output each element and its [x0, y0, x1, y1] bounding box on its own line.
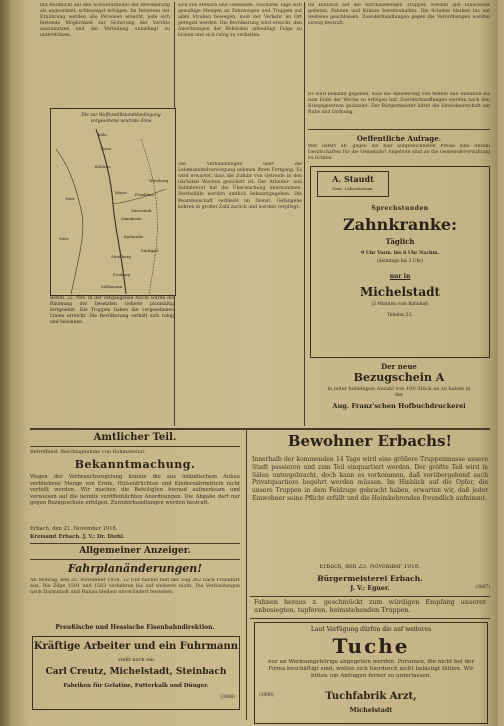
map-rhine-river	[96, 129, 126, 294]
map-neutral-zone	[50, 108, 176, 296]
bezugschein-lead: Der neue	[381, 362, 417, 371]
map-city-12: Trier	[65, 196, 75, 201]
col3-rule	[308, 129, 490, 130]
map-city-7: Straßburg	[111, 254, 131, 259]
map-city-9: Mülhausen	[101, 284, 123, 289]
oeffentliche-aufrage-text: Wer liefert ab, gegen die hier aufgezeichneten Preise eine Anzahl Gerätschaften für die Gemeinde? Angebote sind an die Gemeindeverwaltung zu richten.	[308, 144, 490, 162]
staudt-nameplate	[317, 171, 389, 197]
fahrplan-title: Fahrplanänderungen!	[67, 562, 203, 575]
tuche-number: (3090)	[259, 693, 274, 698]
tuche-firm: Tuchfabrik Arzt,	[325, 691, 417, 702]
mid-article-col2: Die Verhandlungen über die Lebensmittelversorgung nehmen ihren Fortgang. Es wird erwartet, dass die Zufuhr von Getreide in den nächsten Wochen gesichert ist. Der Arbeiter- und Soldatenrat hat die Überwachung übernommen. Sterbefälle werden amtlich bekanntgegeben. Die Beamtenschaft verbleibt im Dienst. Gefangene kehren in großer Zahl zurück und werden verpflegt.	[178, 162, 302, 210]
sunday-hours: (Sonntags bis 2 Uhr)	[376, 259, 424, 264]
column-rule-2	[304, 2, 305, 426]
top-article-col3: Im Hinblick auf die durchziehenden Truppen werden alle Einwohner gebeten, Fahnen und Kränze bereitzuhalten. Die Schulen bleiben bis auf weiteres geschlossen. Zuwiderhandlungen gegen die Verordnungen werden streng bestraft.	[308, 3, 490, 27]
anz-rule	[30, 543, 240, 544]
map-city-10: Stuttgart	[141, 248, 159, 253]
bekanntmachung-title: Bekanntmachung.	[74, 458, 196, 471]
bewohner-date: Erbach, den 25. November 1918.	[319, 564, 421, 570]
map-city-4: Mainz	[115, 190, 127, 195]
arbeiter-desc: Fabriken für Gelatine, Futterkalk und Dünger.	[63, 683, 209, 689]
bezugschein-text: in jeder beliebigen Anzahl von 100 Stück an zu haben in der	[327, 386, 471, 399]
bewohner-office: Bürgermeisterei Erbach.	[317, 574, 423, 583]
mid-article-col3: Es wird bekannt gegeben, dass die Ablieferung von Waffen und Munition bis zum Ende der Woche zu erfolgen hat. Zuwiderhandlungen werden nach den Kriegsgesetzen geahndet. Der Bürgermeister bittet die Einwohnerschaft um Ruhe und Ordnung.	[308, 92, 490, 116]
fahnen-text: Fahnen heraus z. geschmückt zum würdigen Empfang unserer unbesiegten, tapferen, heimstehenden Truppen.	[254, 599, 486, 614]
map-caption: Berlin, 22. Nov. In der vergangenen Nacht wurde die Räumung der besetzten Gebiete planmäßig fortgesetzt. Die Truppen haben die vorgesehenen Linien erreicht. Die Bevölkerung verhält sich ruhig und besonnen.	[50, 296, 174, 325]
arbeiter-sub: stellt noch ein	[118, 657, 154, 663]
map-drawing	[51, 109, 175, 295]
anz-rule-2	[30, 559, 240, 560]
staudt-name: A. Staudt	[332, 174, 374, 184]
bezugschein-ad	[310, 360, 488, 424]
amtl-rule	[30, 446, 240, 447]
dentist-ad	[310, 166, 490, 358]
binding-edge	[0, 0, 10, 726]
top-article-col2: sich von Mensch und Gemeinde. Nachdem Tage sich gewaltige Mengen an Fahrzeugen und Truppen auf allen Straßen bewegen, muß der Verkehr im Ort geregelt werden. Die Bevölkerung wird ersucht, den Anordnungen der Behörden unbedingt Folge zu leisten und sich ruhig zu verhalten.	[178, 3, 302, 39]
tuche-title: Tuche	[332, 634, 410, 658]
map-city-1: Köln	[98, 132, 107, 137]
bekanntmachung-date: Erbach, den 21. November 1918.	[30, 526, 118, 532]
map-city-13: Metz	[59, 236, 69, 241]
fahrplan-text: Ab Montag, den 25. November 1918, 12 Uhr nachts fällt der Zug 362 nach Frankfurt aus. Die Züge 1501 und 1503 verkehren bis auf weiteres nicht. Die Verbindungen nach Darmstadt und Hanau bleiben unverändert bestehen.	[30, 578, 240, 595]
bewohner-text: Innerhalb der kommenden 14 Tage wird eine größere Truppenmasse unsere Stadt passieren und zum Teil einquartiert werden. Der größte Teil wird in Sälen untergebracht, doch kann es vorkommen, daß vorübergehend auch Privatquartiere begehrt werden müssen. Im Hinblick auf die Opfer, die unsere Truppen in dem Feldzuge gebracht haben, erwarten wir, daß jeder Einwohner seine Pflicht erfüllt und die Heimkehrenden freundlich aufnimmt.	[252, 456, 488, 502]
staudt-sub: Dent. Laboratorium.	[332, 186, 374, 191]
map-city-5: Mannheim	[121, 216, 142, 221]
bewohner-title: Bewohner Erbachs!	[287, 432, 453, 450]
arbeiter-ad	[32, 636, 240, 710]
bezugschein-firm: Aug. Franz'schen Hofbuchdruckerei	[332, 402, 466, 410]
oeffentliche-aufrage-title: Oeffentliche Aufrage.	[356, 134, 442, 143]
section-divider	[30, 428, 490, 430]
sprechstunden: Sprechstunden	[371, 205, 429, 212]
map-city-3: Koblenz	[95, 164, 111, 169]
fahnen-rule-top	[250, 596, 490, 597]
betreffend: Betreffend: Beschlagnahme von Rohmaterial.	[30, 449, 146, 455]
amtlicher-teil-title: Amtlicher Teil.	[93, 432, 177, 443]
map-city-11: Frankfurt	[135, 192, 154, 197]
taeglich: Täglich	[385, 237, 415, 246]
michelstadt-sub: (3 Minuten vom Bahnhof)	[371, 302, 429, 307]
tuche-ad	[254, 622, 488, 724]
anzeiger-title: Allgemeiner Anzeiger.	[79, 546, 191, 556]
arbeiter-title: Kräftige Arbeiter und ein Fuhrmann	[33, 641, 239, 652]
opening-hours: 9 Uhr Vorm. bis 6 Uhr Nachm.	[361, 251, 439, 256]
map-city-14: Darmstadt	[131, 208, 152, 213]
map-zone-line	[141, 139, 157, 294]
map-city-6: Karlsruhe	[124, 234, 144, 239]
bewohner-sign: J. V.: Egner.	[350, 585, 390, 592]
map-title: Die zur Waffenstillstandsbedingung vorgesehene neutrale Zone	[81, 113, 161, 124]
arbeiter-firm: Carl Creutz, Michelstadt, Steinbach	[45, 667, 227, 677]
zahnkranke-title: Zahnkranke:	[343, 215, 457, 234]
bekanntmachung-sign: Kreisamt Erbach. J. V.: Dr. Diehl.	[30, 534, 125, 540]
bezugschein-title: Bezugschein A	[353, 371, 445, 384]
map-city-15: Würzburg	[149, 178, 169, 183]
fahnen-rule-bottom	[250, 618, 490, 619]
telefon: Telefon 23.	[387, 313, 413, 318]
newspaper-page	[10, 0, 498, 726]
bekanntmachung-text: Wegen der Verbrauchsregelung konnte die aus inländischem Anbau verbliebene Menge von Ernte, Hülsenfrüchten und Kindernährmitteln nicht verteilt werden. Wir machen die Beteiligten hierauf aufmerksam und verweisen auf die bereits veröffentlichten Anordnungen. Die Abgabe darf nur gegen Bezugsschein erfolgen. Zuwiderhandlungen werden bestraft.	[30, 474, 240, 507]
tuche-intro: Laut Verfügung dürfen die auf weiteres	[310, 626, 432, 633]
top-article-col1: mit Rücksicht auf den Schwerarbeiter der Bevölkerung als angeordnet, schleunigst erfolgen. Im Interesse der Ernährung werden alle Personen ersucht, jede sich bietende Möglichkeit zur Sicherung der Vorräte auszunutzen und die Verteilung unbedingt zu unterstützen.	[40, 3, 170, 39]
michelstadt-city: Michelstadt	[359, 285, 441, 299]
fahrplan-sign: Preußische und Hessische Eisenbahndirektion.	[55, 624, 215, 631]
map-city-2: Bonn	[101, 146, 111, 151]
bottom-column-rule	[246, 430, 247, 720]
bewohner-number: (3087)	[475, 585, 490, 590]
arbeiter-number: (3086)	[220, 695, 235, 700]
nur-in: nur in	[389, 273, 411, 280]
tuche-city: Michelstadt	[349, 706, 393, 714]
tuche-text: nur an Werksangehörige abgegeben werden. Personen, die nicht bei der Firma beschäftigt sind, wollen sich hierdurch nicht belästigt fühlen. Wir bitten um Anfragen ferner zu unterlassen.	[267, 659, 475, 679]
map-border-line	[56, 149, 83, 294]
map-city-8: Freiburg	[113, 272, 131, 277]
